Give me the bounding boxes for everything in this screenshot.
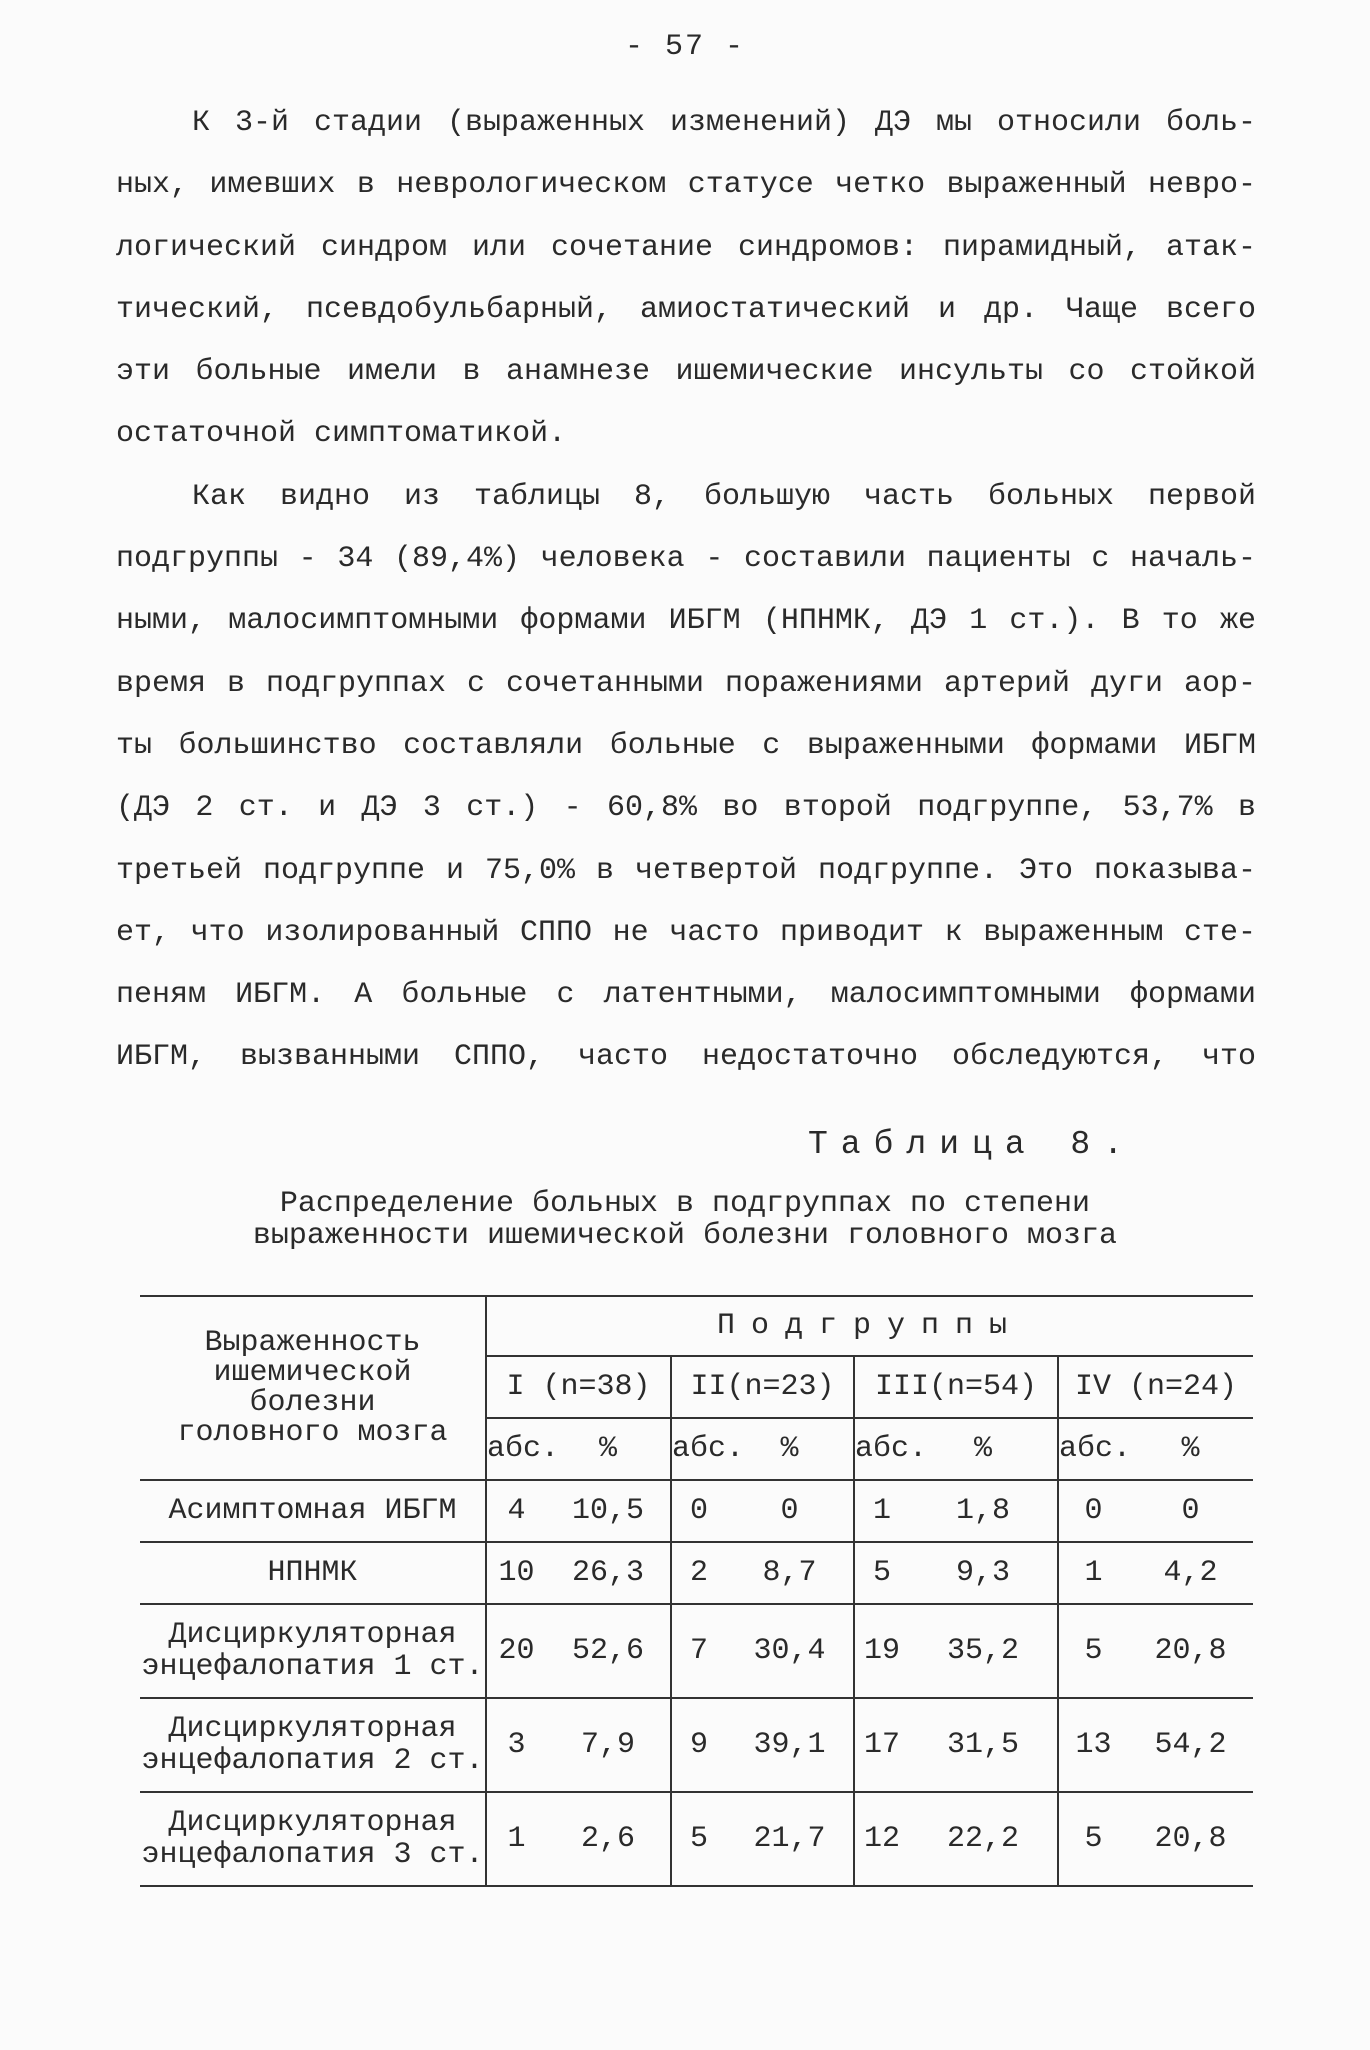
abs-value: 1 [1058, 1542, 1128, 1604]
table-row [140, 1698, 1253, 1792]
abs-value: 1 [854, 1480, 909, 1542]
row-header-line: головного мозга [177, 1416, 448, 1450]
row-header-line: Выраженность [204, 1326, 421, 1360]
row-label [140, 1604, 486, 1698]
row-label [140, 1792, 486, 1886]
pct-value: 7,9 [546, 1698, 671, 1792]
text-line: ных, имевших в неврологическом статусе четко выраженный невро- [116, 168, 1256, 203]
pct-header: % [909, 1418, 1058, 1480]
row-label-line: Дисциркуляторная [168, 1806, 457, 1840]
abs-header: абс. [1058, 1418, 1128, 1480]
row-label-line: Дисциркуляторная [168, 1712, 457, 1746]
abs-value: 17 [854, 1698, 909, 1792]
table-caption: Таблица 8. [808, 1126, 1137, 1163]
row-label-line: Дисциркуляторная [168, 1618, 457, 1652]
pct-value: 21,7 [726, 1792, 854, 1886]
text-line: тический, псевдобульбарный, амиостатический и др. Чаще всего [116, 292, 1256, 327]
text-line: время в подгруппах с сочетанными поражениями артерий дуги аор- [116, 666, 1256, 701]
subgroup-header: III(n=54) [854, 1356, 1058, 1418]
text-line: ными, малосимптомными формами ИБГМ (НПНМК, ДЭ 1 ст.). В то же [116, 604, 1256, 639]
pct-value: 4,2 [1128, 1542, 1253, 1604]
abs-header: абс. [854, 1418, 909, 1480]
row-label-line: НПНМК [267, 1556, 358, 1590]
abs-value: 12 [854, 1792, 909, 1886]
text-line: третьей подгруппе и 75,0% в четвертой подгруппе. Это показыва- [116, 853, 1256, 888]
abs-value: 4 [486, 1480, 546, 1542]
pct-value: 31,5 [909, 1698, 1058, 1792]
row-label-line: Асимптомная ИБГМ [168, 1494, 457, 1528]
abs-value: 2 [671, 1542, 726, 1604]
text-line: подгруппы - 34 (89,4%) человека - составили пациенты с началь- [116, 542, 1256, 577]
text-line: остаточной симптоматикой. [116, 417, 567, 452]
subgroup-header: II(n=23) [671, 1356, 854, 1418]
abs-value: 5 [1058, 1792, 1128, 1886]
pct-value: 0 [726, 1480, 854, 1542]
text-line: ИБГМ, вызванными СППО, часто недостаточно обследуются, что [116, 1040, 1256, 1075]
pct-value: 26,3 [546, 1542, 671, 1604]
pct-value: 39,1 [726, 1698, 854, 1792]
pct-header: % [1128, 1418, 1253, 1480]
table-title [0, 1188, 1370, 1252]
abs-value: 13 [1058, 1698, 1128, 1792]
abs-value: 10 [486, 1542, 546, 1604]
abs-value: 5 [1058, 1604, 1128, 1698]
abs-value: 20 [486, 1604, 546, 1698]
table-row [140, 1480, 1253, 1542]
row-label-line: энцефалопатия 3 ст. [141, 1838, 484, 1872]
abs-header: абс. [486, 1418, 546, 1480]
pct-value: 10,5 [546, 1480, 671, 1542]
pct-value: 20,8 [1128, 1604, 1253, 1698]
pct-value: 0 [1128, 1480, 1253, 1542]
page-number: - 57 - [624, 30, 746, 64]
text-line: ет, что изолированный СППО не часто приводит к выраженным сте- [116, 915, 1256, 950]
pct-value: 22,2 [909, 1792, 1058, 1886]
text-line: К 3-й стадии (выраженных изменений) ДЭ мы относили боль- [192, 106, 1256, 140]
pct-value: 9,3 [909, 1542, 1058, 1604]
abs-value: 5 [854, 1542, 909, 1604]
text-line: логический синдром или сочетание синдромов: пирамидный, атак- [116, 230, 1256, 265]
row-label [140, 1480, 486, 1542]
text-line: пеням ИБГМ. А больные с латентными, малосимптомными формами [116, 978, 1256, 1013]
pct-header: % [546, 1418, 671, 1480]
group-header: Подгруппы [486, 1296, 1253, 1356]
table-title-line: Распределение больных в подгруппах по степени [279, 1187, 1091, 1221]
row-label-line: энцефалопатия 1 ст. [141, 1650, 484, 1684]
pct-value: 54,2 [1128, 1698, 1253, 1792]
table-row [140, 1792, 1253, 1886]
row-label [140, 1698, 486, 1792]
pct-value: 1,8 [909, 1480, 1058, 1542]
table-row [140, 1542, 1253, 1604]
abs-value: 1 [486, 1792, 546, 1886]
pct-value: 35,2 [909, 1604, 1058, 1698]
text-line: эти больные имели в анамнезе ишемические инсульты со стойкой [116, 355, 1256, 390]
table-title-line: выраженности ишемической болезни головного мозга [252, 1219, 1118, 1253]
subgroup-header: IV (n=24) [1058, 1356, 1253, 1418]
pct-value: 30,4 [726, 1604, 854, 1698]
text-line: ты большинство составляли больные с выраженными формами ИБГМ [116, 728, 1256, 763]
abs-value: 0 [671, 1480, 726, 1542]
table-row [140, 1604, 1253, 1698]
abs-value: 9 [671, 1698, 726, 1792]
row-header-line: ишемической [213, 1356, 412, 1390]
pct-header: % [726, 1418, 854, 1480]
subgroup-header: I (n=38) [486, 1356, 671, 1418]
abs-value: 5 [671, 1792, 726, 1886]
text-line: Как видно из таблицы 8, большую часть больных первой [192, 479, 1256, 514]
pct-value: 52,6 [546, 1604, 671, 1698]
abs-header: абс. [671, 1418, 726, 1480]
body-text [116, 92, 1256, 1089]
row-header-line: болезни [249, 1386, 376, 1420]
paragraph-2 [116, 466, 1256, 1089]
abs-value: 19 [854, 1604, 909, 1698]
distribution-table [140, 1295, 1253, 1887]
row-header-cell [140, 1296, 486, 1480]
pct-value: 2,6 [546, 1792, 671, 1886]
abs-value: 0 [1058, 1480, 1128, 1542]
row-label [140, 1542, 486, 1604]
pct-value: 20,8 [1128, 1792, 1253, 1886]
text-line: (ДЭ 2 ст. и ДЭ 3 ст.) - 60,8% во второй подгруппе, 53,7% в [116, 791, 1256, 826]
row-label-line: энцефалопатия 2 ст. [141, 1744, 484, 1778]
abs-value: 7 [671, 1604, 726, 1698]
paragraph-1 [116, 92, 1256, 466]
abs-value: 3 [486, 1698, 546, 1792]
header-row [140, 1296, 1253, 1356]
pct-value: 8,7 [726, 1542, 854, 1604]
